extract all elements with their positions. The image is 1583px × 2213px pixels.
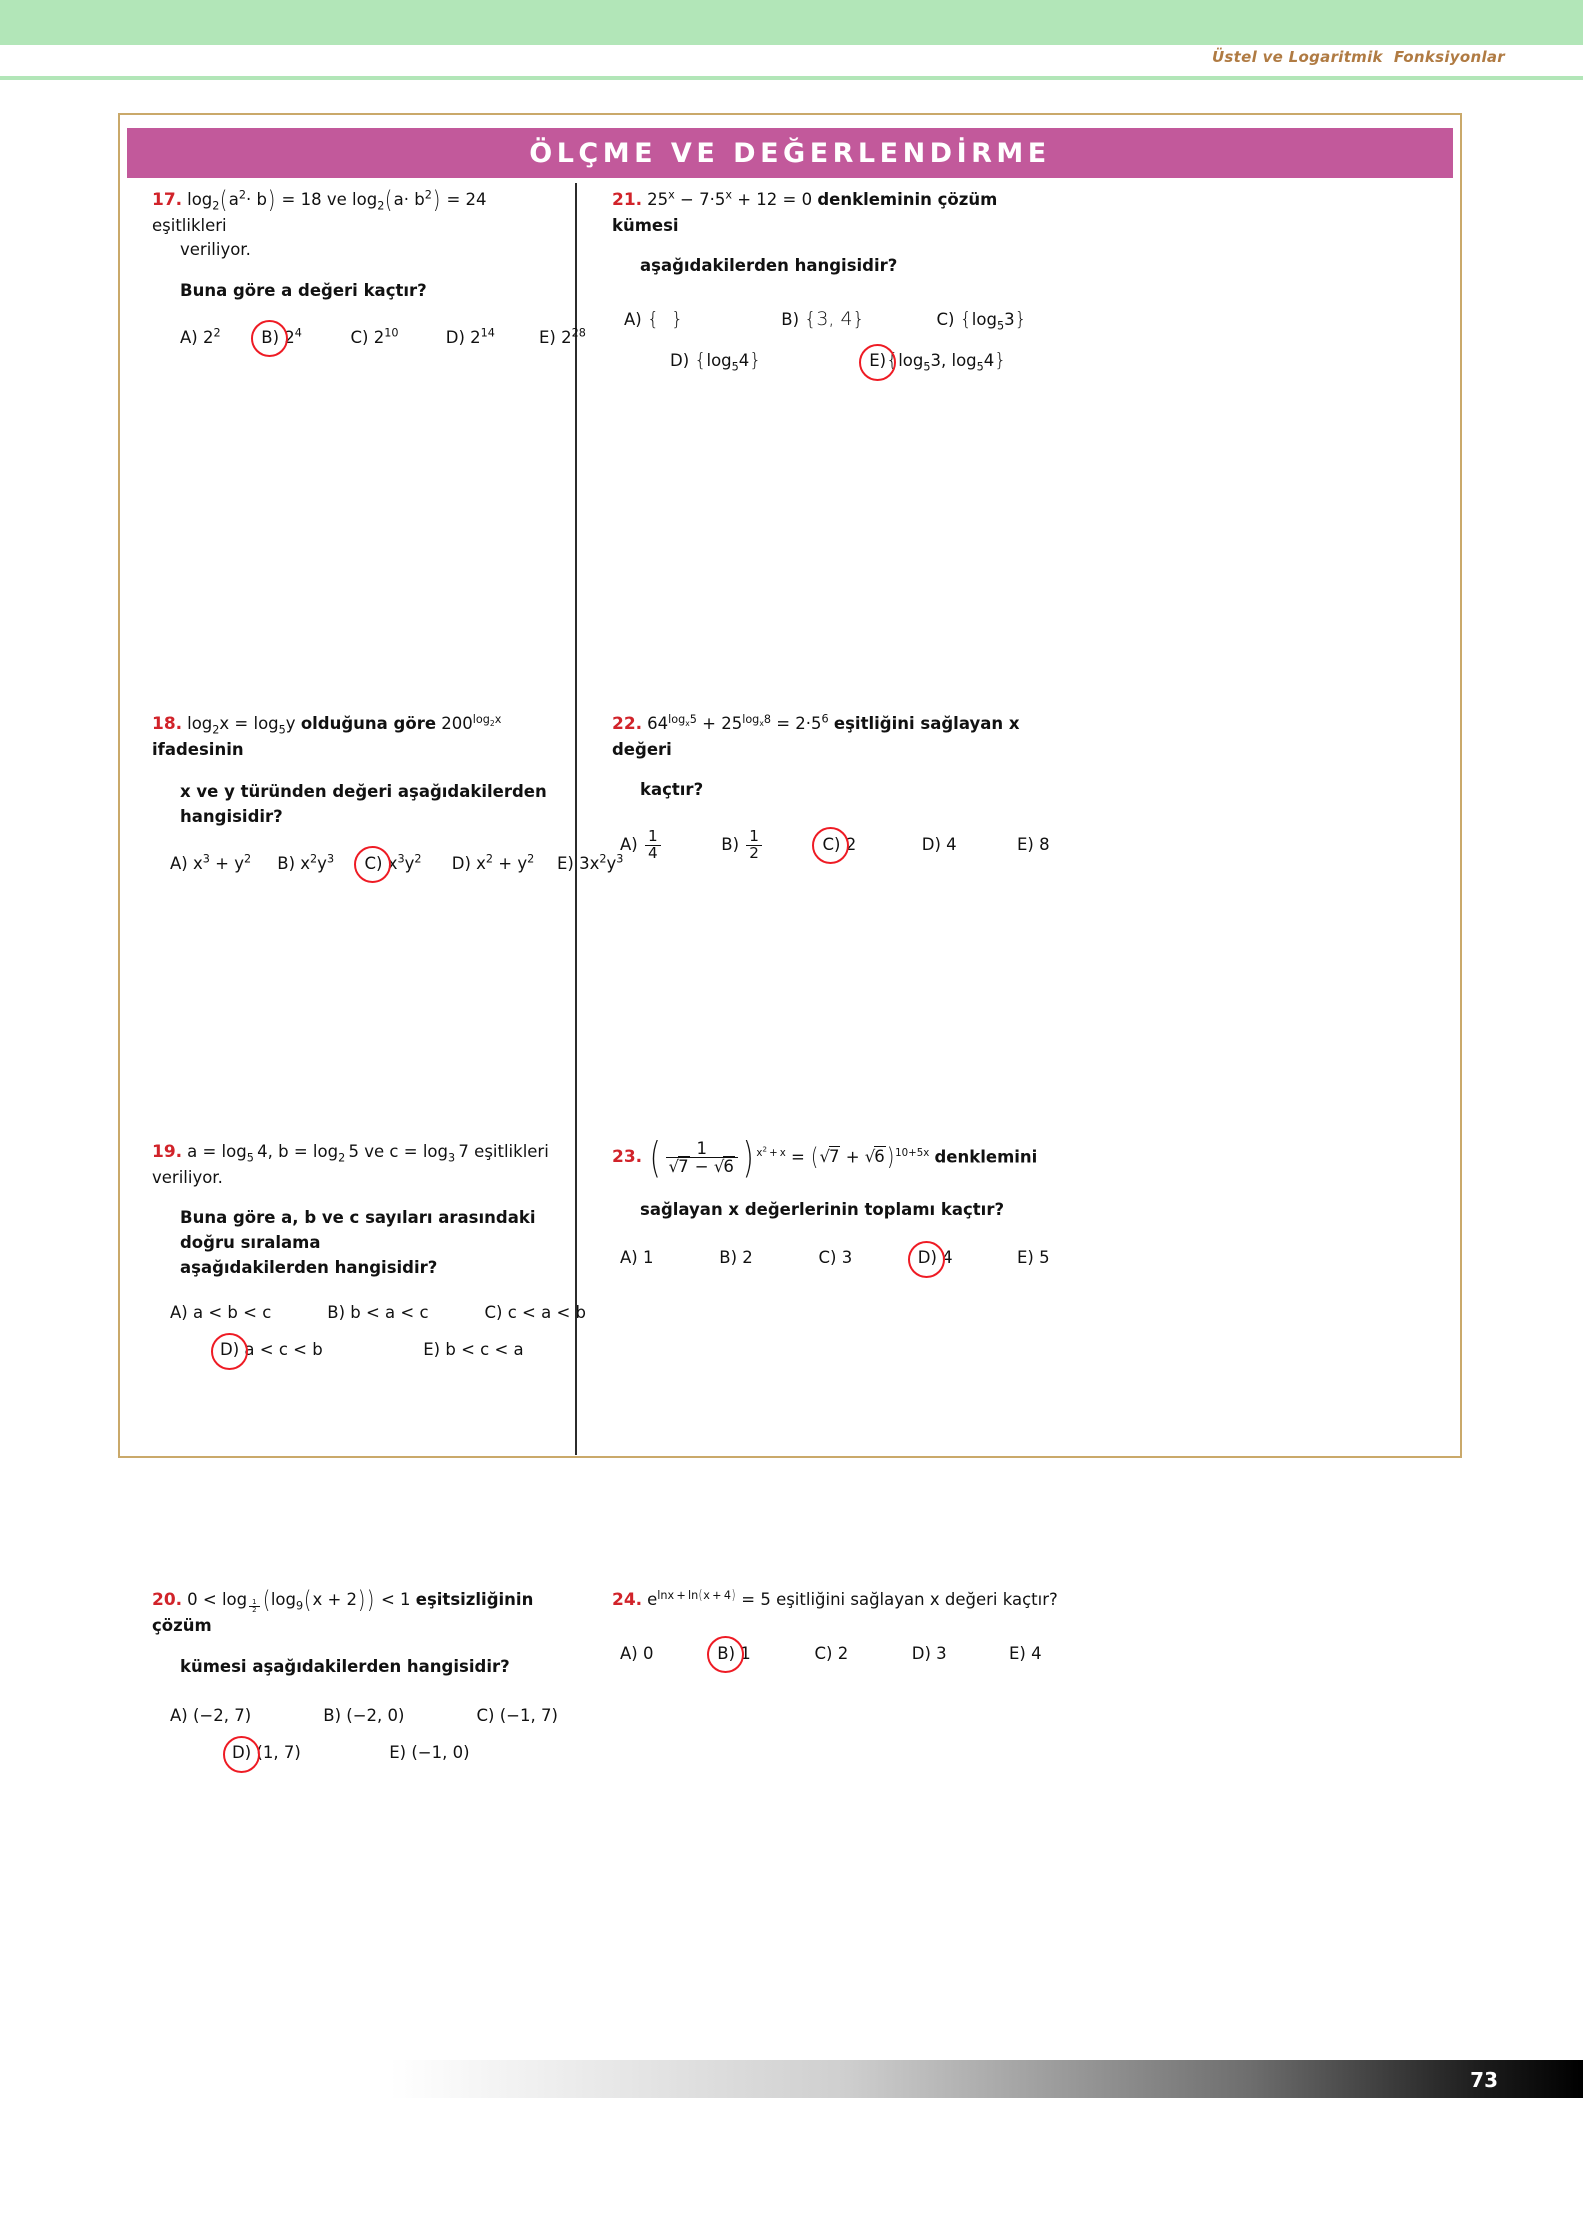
q18-option-a[interactable]: A) $x^3 + y^2$ bbox=[170, 852, 252, 873]
q21-number: 21. bbox=[612, 190, 643, 210]
q19-number: 19. bbox=[152, 1142, 183, 1162]
q21-option-e[interactable]: $E)\{\log_53$, $\log_54$} bbox=[869, 349, 1007, 374]
q18-option-b[interactable]: B) $x^2y^3$ bbox=[277, 852, 335, 873]
q20-option-d[interactable]: D) (1, 7) bbox=[232, 1741, 384, 1766]
q22-option-e[interactable]: E) 8 bbox=[1017, 834, 1050, 854]
q19-option-c[interactable]: C) c < a < b bbox=[484, 1302, 587, 1322]
running-header-title: Üstel ve Logaritmik Fonksiyonlar bbox=[1211, 48, 1505, 66]
q19-option-row-2 bbox=[220, 1338, 572, 1363]
q22-option-c[interactable]: C) 2 bbox=[823, 833, 917, 858]
q23-option-a[interactable]: A) 1 bbox=[620, 1248, 654, 1268]
q22-stem: 22. $64^{log_x5} + 25^{log_x8} = 2\cdot 5^6$ eşitliğini sağlayan x değeri bbox=[612, 712, 1020, 759]
q21-option-c[interactable]: C) $\{\log_53\}$ bbox=[936, 308, 1027, 333]
q19-option-d[interactable]: D) a < c < b bbox=[220, 1338, 418, 1363]
q24-option-e[interactable]: E) 4 bbox=[1009, 1643, 1042, 1663]
q20-option-c[interactable]: C) (−1, 7) bbox=[476, 1705, 558, 1725]
page-number: 73 bbox=[1470, 2068, 1498, 2092]
q20-option-row-2 bbox=[232, 1741, 572, 1766]
section-banner: ÖLÇME VE DEĞERLENDİRME bbox=[127, 128, 1453, 178]
q17-option-e[interactable]: E) $2^{28}$ bbox=[539, 326, 586, 347]
q19-option-e[interactable]: E) b < c < a bbox=[423, 1340, 524, 1360]
q23-option-e[interactable]: E) 5 bbox=[1017, 1248, 1050, 1268]
q17-option-a[interactable]: A) $2^2$ bbox=[180, 326, 221, 347]
q17-stem-line2: veriliyor. bbox=[180, 240, 251, 260]
q23-prompt-line2: sağlayan x değerlerinin toplamı kaçtır? bbox=[640, 1199, 1005, 1219]
top-green-band bbox=[0, 0, 1583, 45]
q22-number: 22. bbox=[612, 714, 643, 734]
q19-option-b[interactable]: B) b < a < c bbox=[327, 1302, 429, 1322]
q21-option-row-1 bbox=[624, 305, 1032, 333]
question-17 bbox=[152, 185, 586, 364]
q17-prompt: Buna göre a değeri kaçtır? bbox=[180, 281, 427, 300]
q18-number: 18. bbox=[152, 714, 183, 734]
q19-prompt-line1: Buna göre a, b ve c sayıları arasındaki doğru sıralama bbox=[180, 1208, 536, 1252]
q19-stem: 19. $a = \log_5 4$, $b = \log_2 5$ ve $c = \log_3 7$ eşitlikleri veriliyor. bbox=[152, 1142, 549, 1187]
q18-option-d[interactable]: D) $x^2 + y^2$ bbox=[451, 852, 535, 873]
q23-option-d[interactable]: D) 4 bbox=[918, 1246, 1012, 1271]
header-green-rule bbox=[0, 76, 1583, 80]
q24-option-d[interactable]: D) 3 bbox=[911, 1643, 947, 1663]
question-24 bbox=[612, 1587, 1058, 1679]
q19-options bbox=[170, 1301, 587, 1364]
q22-option-row bbox=[620, 827, 1050, 862]
q18-options bbox=[170, 852, 624, 877]
q17-stem: 17. $\log_2(a^2\cdot b) = 18$ ve $\log_2(a\cdot b^2) = 24$ eşitlikleri bbox=[152, 185, 487, 235]
footer-gradient-bar bbox=[390, 2060, 1583, 2098]
q24-option-c[interactable]: C) 2 bbox=[814, 1643, 849, 1663]
q20-option-row-1 bbox=[170, 1704, 572, 1729]
q17-option-c[interactable]: C) $2^{10}$ bbox=[350, 326, 399, 347]
q22-option-b[interactable]: B) $\frac{1}{2}$ bbox=[721, 829, 817, 862]
q23-number: 23. bbox=[612, 1147, 643, 1168]
q24-stem: 24. $e^{lnx + ln(x + 4)} = 5$ eşitliğini sağlayan x değeri kaçtır? bbox=[612, 1587, 1058, 1610]
q20-option-a[interactable]: A) (−2, 7) bbox=[170, 1705, 252, 1725]
q22-prompt-line2: kaçtır? bbox=[640, 780, 704, 800]
q21-options bbox=[624, 305, 1032, 375]
question-22 bbox=[612, 712, 1050, 875]
question-18 bbox=[152, 712, 624, 890]
q24-number: 24. bbox=[612, 1590, 643, 1610]
q21-option-row-2 bbox=[670, 346, 1032, 374]
question-19 bbox=[152, 1140, 587, 1376]
q22-option-d[interactable]: D) 4 bbox=[921, 834, 957, 854]
q20-number: 20. bbox=[152, 1590, 183, 1610]
q20-stem: 20. 0 < log $_{\frac{1}{2}}$ $(\log_9(x + 2)) < 1$ eşitsizliğinin çözüm bbox=[152, 1585, 534, 1636]
q23-stem: 23. ( $\frac{1}{√7 - √6}$ ) $^{x^2 + x} = (√7 + √6)^{10+5x}$ denklemini bbox=[612, 1132, 1038, 1182]
q21-option-d[interactable]: D) $\{\log_54\}$ bbox=[670, 349, 762, 374]
q24-option-a[interactable]: A) 0 bbox=[620, 1643, 654, 1663]
q18-stem: 18. $\log_2x = \log_5y$ olduğuna göre $200^{log_2x}$ ifadesinin bbox=[152, 712, 502, 759]
q22-option-a[interactable]: A) $\frac{1}{4}$ bbox=[620, 829, 716, 862]
q23-option-row bbox=[620, 1246, 1052, 1271]
q18-option-e[interactable]: E) $3x^2y^3$ bbox=[557, 852, 624, 873]
column-divider bbox=[575, 183, 577, 1455]
q17-option-b[interactable]: B) $2^4$ bbox=[261, 326, 345, 351]
q17-options bbox=[180, 326, 586, 351]
q20-prompt-line2: kümesi aşağıdakilerden hangisidir? bbox=[180, 1656, 510, 1676]
q20-options bbox=[170, 1704, 572, 1767]
q19-prompt-line2: aşağıdakilerden hangisidir? bbox=[180, 1257, 438, 1277]
q24-options bbox=[620, 1642, 1052, 1667]
q24-option-b[interactable]: B) 1 bbox=[717, 1642, 809, 1667]
q19-option-a[interactable]: A) a < b < c bbox=[170, 1302, 272, 1322]
q21-prompt-line2: aşağıdakilerden hangisidir? bbox=[640, 256, 898, 276]
q21-stem: 21. $25^x - 7\cdot 5^x + 12 = 0$ denkleminin çözüm kümesi bbox=[612, 188, 998, 235]
question-23 bbox=[612, 1132, 1052, 1284]
q22-options bbox=[620, 827, 1050, 862]
q18-option-row bbox=[170, 852, 624, 877]
q17-option-row bbox=[180, 326, 586, 351]
q18-option-c[interactable]: C) $x^3y^2$ bbox=[365, 852, 447, 877]
q23-option-c[interactable]: C) 3 bbox=[818, 1248, 853, 1268]
q18-prompt: x ve y türünden değeri aşağıdakilerden hangisidir? bbox=[180, 782, 547, 826]
q20-option-b[interactable]: B) (−2, 0) bbox=[323, 1705, 405, 1725]
q19-option-row-1 bbox=[170, 1301, 587, 1326]
q21-option-a[interactable]: A) { } bbox=[624, 308, 684, 330]
q20-option-e[interactable]: E) (−1, 0) bbox=[389, 1743, 470, 1763]
q23-options bbox=[620, 1246, 1052, 1271]
q17-option-d[interactable]: D) $2^{14}$ bbox=[445, 326, 495, 347]
question-21 bbox=[612, 188, 1032, 388]
q21-option-b[interactable]: B) {3, 4} bbox=[781, 308, 865, 330]
question-20 bbox=[152, 1585, 572, 1779]
q23-option-b[interactable]: B) 2 bbox=[719, 1248, 753, 1268]
q17-number: 17. bbox=[152, 190, 183, 210]
q24-option-row bbox=[620, 1642, 1052, 1667]
